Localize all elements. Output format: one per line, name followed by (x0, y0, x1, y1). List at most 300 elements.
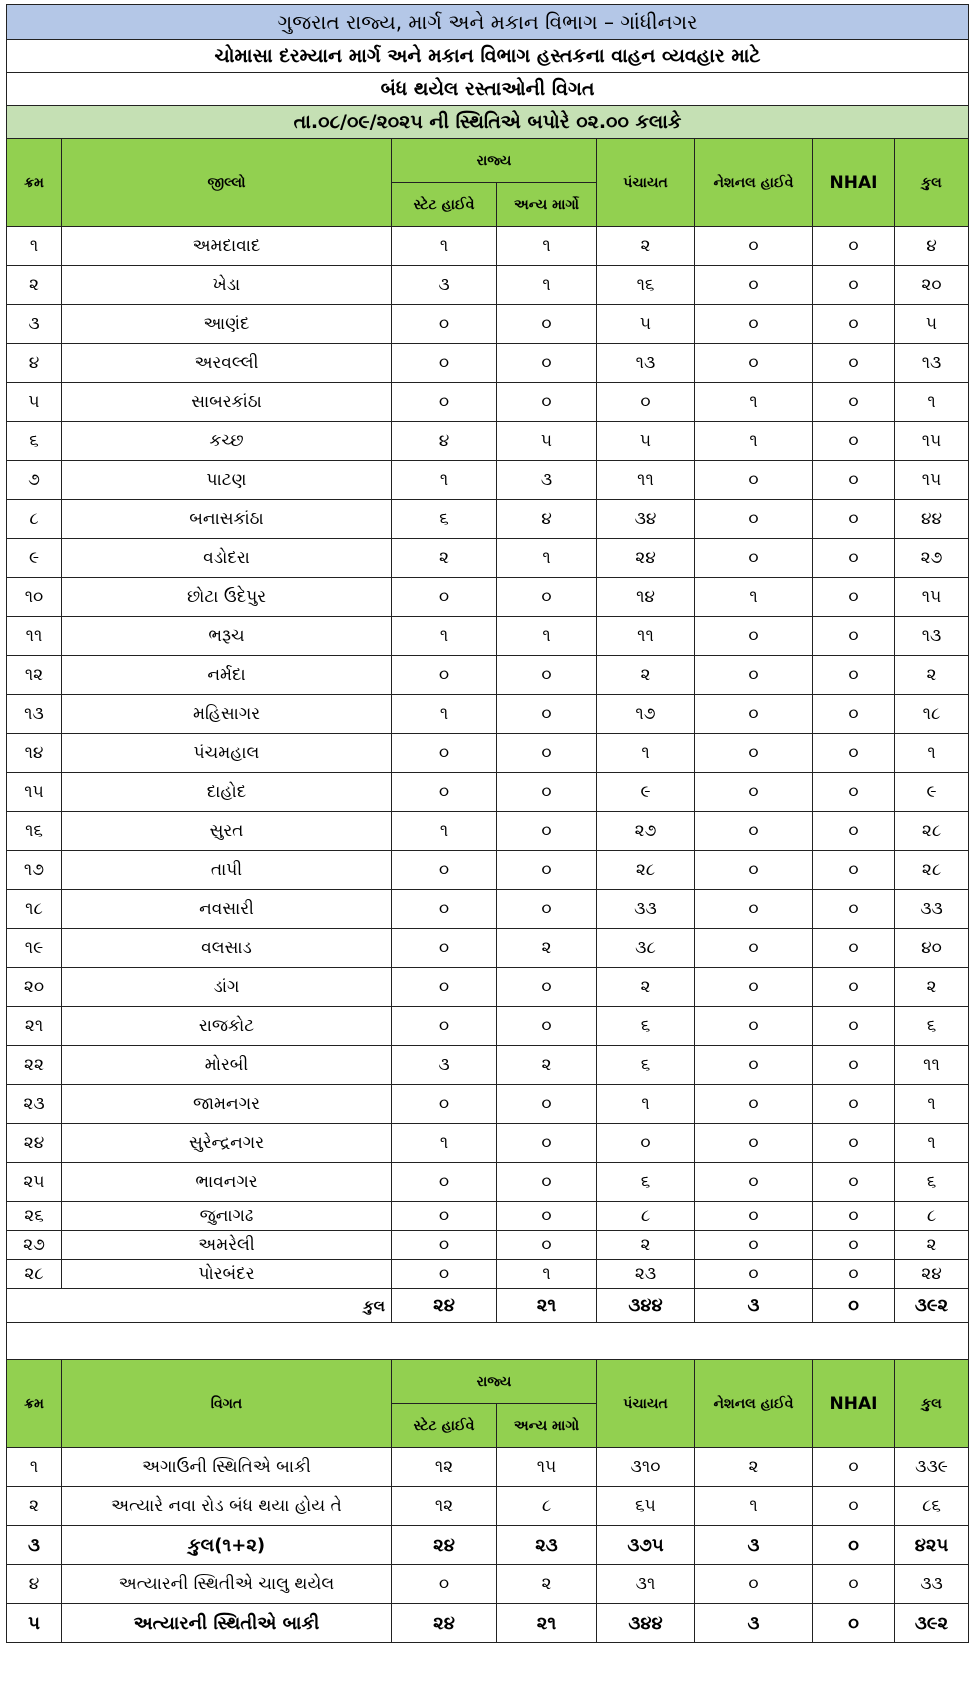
row-value: ૩૩ (895, 890, 969, 929)
row-value: ૦ (695, 773, 813, 812)
row-serial: ૨૫ (7, 1163, 62, 1202)
row-value: ૦ (497, 734, 597, 773)
report-date: તા.૦૮/૦૯/૨૦૨૫ ની સ્થિતિએ બપોરે ૦૨.૦૦ કલાકે (7, 106, 969, 139)
row-serial: ૮ (7, 500, 62, 539)
row-value: ૦ (813, 656, 895, 695)
row-label: દાહોદ (62, 773, 392, 812)
row-serial: ૨ (7, 266, 62, 305)
row-value: ૦ (813, 1604, 895, 1643)
table-row (7, 695, 969, 734)
col-header-total: કુલ (895, 139, 969, 227)
row-value: ૦ (813, 1526, 895, 1565)
row-value: ૦ (695, 1007, 813, 1046)
table-row (7, 227, 969, 266)
col-header-district: જીલ્લો (62, 139, 392, 227)
row-serial: ૧૩ (7, 695, 62, 734)
row-serial: ૨૩ (7, 1085, 62, 1124)
table-row (7, 1163, 969, 1202)
row-value: ૦ (813, 1487, 895, 1526)
row-value: ૬ (392, 500, 497, 539)
row-value: ૦ (813, 1085, 895, 1124)
row-label: ભાવનગર (62, 1163, 392, 1202)
row-serial: ૧૦ (7, 578, 62, 617)
row-value: ૦ (813, 227, 895, 266)
report-container (6, 4, 968, 1643)
row-value: ૧ (392, 812, 497, 851)
row-value: ૦ (392, 851, 497, 890)
row-value: ૪ (392, 422, 497, 461)
row-value: ૦ (392, 1085, 497, 1124)
row-serial: ૨૧ (7, 1007, 62, 1046)
row-value: ૦ (695, 656, 813, 695)
row-value: ૦ (392, 734, 497, 773)
row-value: ૨૮ (597, 851, 695, 890)
row-value: ૩ (392, 266, 497, 305)
row-label: પાટણ (62, 461, 392, 500)
row-value: ૦ (695, 812, 813, 851)
row-value: ૦ (813, 1202, 895, 1231)
row-value: ૧૫ (895, 461, 969, 500)
row-serial: ૨૮ (7, 1260, 62, 1289)
row-serial: ૧૧ (7, 617, 62, 656)
row-value: ૧ (392, 617, 497, 656)
row-value: ૦ (813, 734, 895, 773)
row-value: ૨ (392, 539, 497, 578)
row-value: ૦ (497, 695, 597, 734)
row-value: ૧૬ (597, 266, 695, 305)
table-row (7, 734, 969, 773)
row-value: ૦ (392, 1202, 497, 1231)
row-value: ૦ (597, 383, 695, 422)
table-row (7, 1260, 969, 1289)
row-value: ૧ (695, 422, 813, 461)
row-value: ૦ (695, 734, 813, 773)
row-value: ૧ (497, 539, 597, 578)
row-value: ૩૮ (597, 929, 695, 968)
col-header-nhai: NHAI (813, 1360, 895, 1448)
row-value: ૦ (695, 617, 813, 656)
row-label: સુરત (62, 812, 392, 851)
row-value: ૦ (813, 344, 895, 383)
row-value: ૨૦ (895, 266, 969, 305)
row-serial: ૧૨ (7, 656, 62, 695)
row-label: પોરબંદર (62, 1260, 392, 1289)
table-row (7, 1565, 969, 1604)
section-spacer (7, 1323, 969, 1360)
col-header-national-highway: નેશનલ હાઈવે (695, 139, 813, 227)
row-value: ૧૧ (597, 461, 695, 500)
row-value: ૨૭ (597, 812, 695, 851)
row-value: ૫ (597, 305, 695, 344)
row-value: ૫ (895, 305, 969, 344)
row-value: ૯ (895, 773, 969, 812)
row-value: ૧ (895, 1124, 969, 1163)
row-value: ૧ (895, 1085, 969, 1124)
row-value: ૦ (695, 539, 813, 578)
row-value: ૧૧ (895, 1046, 969, 1085)
row-label: વલસાડ (62, 929, 392, 968)
row-label: અરવલ્લી (62, 344, 392, 383)
row-value: ૨ (597, 1231, 695, 1260)
col-header-other-roads: અન્ય માર્ગો (497, 183, 597, 227)
row-label: ભરૂચ (62, 617, 392, 656)
row-value: ૦ (813, 1448, 895, 1487)
row-value: ૧૭ (597, 695, 695, 734)
total-row (7, 1289, 969, 1323)
row-value: ૦ (497, 968, 597, 1007)
row-value: ૦ (497, 344, 597, 383)
row-serial: ૧૪ (7, 734, 62, 773)
row-value: ૨૪ (392, 1526, 497, 1565)
row-label: અત્યારે નવા રોડ બંધ થયા હોય તે (62, 1487, 392, 1526)
row-value: ૬ (597, 1046, 695, 1085)
row-value: ૦ (813, 500, 895, 539)
col-header-sr: ક્રમ (7, 139, 62, 227)
row-label: આણંદ (62, 305, 392, 344)
row-value: ૨૪ (392, 1604, 497, 1643)
row-value: ૦ (392, 1007, 497, 1046)
row-value: ૧૮ (895, 695, 969, 734)
table-row (7, 617, 969, 656)
row-value: ૦ (813, 617, 895, 656)
row-value: ૬ (597, 1007, 695, 1046)
row-label: અગાઉની સ્થિતિએ બાકી (62, 1448, 392, 1487)
row-value: ૦ (497, 812, 597, 851)
row-value: ૦ (392, 1231, 497, 1260)
row-value: ૧ (497, 1260, 597, 1289)
row-value: ૦ (497, 1163, 597, 1202)
row-value: ૦ (695, 1260, 813, 1289)
col-header-panchayat: પંચાયત (597, 139, 695, 227)
table-row (7, 1526, 969, 1565)
row-value: ૦ (695, 500, 813, 539)
row-value: ૨ (497, 1046, 597, 1085)
row-value: ૧ (695, 383, 813, 422)
row-serial: ૪ (7, 344, 62, 383)
row-value: ૬૫ (597, 1487, 695, 1526)
total-cell: ૨૪ (392, 1289, 497, 1323)
row-value: ૩ (695, 1526, 813, 1565)
row-value: ૩ (695, 1604, 813, 1643)
row-value: ૩૪ (597, 500, 695, 539)
row-value: ૦ (695, 1163, 813, 1202)
row-label: મહિસાગર (62, 695, 392, 734)
row-value: ૬ (895, 1163, 969, 1202)
row-value: ૨ (895, 968, 969, 1007)
row-value: ૦ (392, 656, 497, 695)
row-value: ૦ (695, 227, 813, 266)
row-value: ૬ (597, 1163, 695, 1202)
row-serial: ૭ (7, 461, 62, 500)
row-value: ૧૫ (895, 578, 969, 617)
col-header-state-highway: સ્ટેટ હાઈવે (392, 183, 497, 227)
table-row (7, 773, 969, 812)
row-value: ૦ (497, 1231, 597, 1260)
row-serial: ૨૪ (7, 1124, 62, 1163)
row-label: ડાંગ (62, 968, 392, 1007)
row-value: ૦ (497, 578, 597, 617)
row-value: ૨ (695, 1448, 813, 1487)
row-value: ૬ (895, 1007, 969, 1046)
row-value: ૨૧ (497, 1604, 597, 1643)
col-header-total: કુલ (895, 1360, 969, 1448)
row-value: ૦ (813, 539, 895, 578)
row-value: ૦ (392, 578, 497, 617)
row-value: ૦ (813, 383, 895, 422)
row-value: ૧૫ (895, 422, 969, 461)
row-value: ૦ (497, 1007, 597, 1046)
table-row (7, 266, 969, 305)
row-value: ૯ (597, 773, 695, 812)
table-row (7, 422, 969, 461)
row-value: ૦ (813, 305, 895, 344)
row-serial: ૨ (7, 1487, 62, 1526)
row-value: ૧૪ (597, 578, 695, 617)
table-row (7, 1202, 969, 1231)
row-value: ૦ (813, 812, 895, 851)
row-value: ૦ (497, 1202, 597, 1231)
row-label: બનાસકાંઠા (62, 500, 392, 539)
row-label: છોટા ઉદેપુર (62, 578, 392, 617)
row-serial: ૫ (7, 383, 62, 422)
row-value: ૪ (497, 500, 597, 539)
row-value: ૦ (813, 266, 895, 305)
report-subtitle-line1: ચોમાસા દરમ્યાન માર્ગ અને મકાન વિભાગ હસ્તકના વાહન વ્યવહાર માટે (7, 40, 969, 73)
row-value: ૦ (813, 1046, 895, 1085)
row-value: ૫ (597, 422, 695, 461)
row-value: ૦ (695, 1046, 813, 1085)
row-value: ૩૯૨ (895, 1604, 969, 1643)
table-row (7, 1007, 969, 1046)
row-value: ૦ (497, 890, 597, 929)
row-value: ૧૩ (895, 344, 969, 383)
row-value: ૪૨૫ (895, 1526, 969, 1565)
table-row (7, 1046, 969, 1085)
row-value: ૧ (392, 695, 497, 734)
row-value: ૦ (813, 968, 895, 1007)
row-value: ૦ (813, 890, 895, 929)
row-label: કુલ(૧+૨) (62, 1526, 392, 1565)
row-label: કચ્છ (62, 422, 392, 461)
row-value: ૦ (813, 1124, 895, 1163)
row-value: ૩૩ (895, 1565, 969, 1604)
row-label: ખેડા (62, 266, 392, 305)
row-value: ૨ (597, 968, 695, 1007)
row-value: ૮૬ (895, 1487, 969, 1526)
report-title: ગુજરાત રાજ્ય, માર્ગ અને મકાન વિભાગ – ગાંધીનગર (7, 5, 969, 40)
row-value: ૨ (895, 656, 969, 695)
col-header-detail: વિગત (62, 1360, 392, 1448)
row-value: ૦ (813, 1007, 895, 1046)
row-value: ૧૫ (497, 1448, 597, 1487)
row-value: ૧ (392, 461, 497, 500)
row-value: ૦ (695, 344, 813, 383)
col-header-state-group: રાજ્ય (392, 139, 597, 183)
row-value: ૦ (392, 890, 497, 929)
row-serial: ૨૭ (7, 1231, 62, 1260)
row-value: ૨ (497, 1565, 597, 1604)
row-value: ૦ (695, 851, 813, 890)
table-row (7, 929, 969, 968)
row-value: ૦ (497, 773, 597, 812)
col-header-state-group: રાજ્ય (392, 1360, 597, 1404)
row-value: ૩૧ (597, 1565, 695, 1604)
row-value: ૦ (813, 1163, 895, 1202)
row-value: ૦ (813, 773, 895, 812)
row-label: પંચમહાલ (62, 734, 392, 773)
row-value: ૪૦ (895, 929, 969, 968)
row-value: ૦ (813, 695, 895, 734)
col-header-sr: ક્રમ (7, 1360, 62, 1448)
total-cell: ૦ (813, 1289, 895, 1323)
row-value: ૦ (813, 578, 895, 617)
row-value: ૩૭૫ (597, 1526, 695, 1565)
table-row (7, 344, 969, 383)
row-label: અત્યારની સ્થિતીએ ચાલુ થયેલ (62, 1565, 392, 1604)
col-header-state-highway: સ્ટેટ હાઈવે (392, 1404, 497, 1448)
row-value: ૫ (497, 422, 597, 461)
row-label: અમરેલી (62, 1231, 392, 1260)
row-value: ૧ (695, 578, 813, 617)
total-cell: ૨૧ (497, 1289, 597, 1323)
row-label: નર્મદા (62, 656, 392, 695)
row-value: ૮ (597, 1202, 695, 1231)
row-value: ૦ (392, 929, 497, 968)
row-value: ૧ (695, 1487, 813, 1526)
row-serial: ૬ (7, 422, 62, 461)
row-value: ૦ (813, 851, 895, 890)
row-value: ૨ (597, 227, 695, 266)
row-value: ૦ (497, 305, 597, 344)
table-row (7, 500, 969, 539)
row-label: નવસારી (62, 890, 392, 929)
row-serial: ૧ (7, 227, 62, 266)
row-value: ૨૮ (895, 851, 969, 890)
row-value: ૦ (695, 1565, 813, 1604)
row-value: ૦ (695, 968, 813, 1007)
row-label: સાબરકાંઠા (62, 383, 392, 422)
row-label: વડોદરા (62, 539, 392, 578)
table-row (7, 305, 969, 344)
row-value: ૦ (695, 461, 813, 500)
row-label: રાજકોટ (62, 1007, 392, 1046)
row-value: ૪૪ (895, 500, 969, 539)
table-row (7, 383, 969, 422)
row-value: ૦ (392, 773, 497, 812)
row-value: ૨૪ (895, 1260, 969, 1289)
row-value: ૦ (695, 1124, 813, 1163)
col-header-national-highway: નેશનલ હાઈવે (695, 1360, 813, 1448)
row-value: ૧૧ (597, 617, 695, 656)
row-value: ૦ (813, 1231, 895, 1260)
table-row (7, 1448, 969, 1487)
row-value: ૨ (895, 1231, 969, 1260)
row-value: ૨ (497, 929, 597, 968)
row-value: ૧ (392, 227, 497, 266)
row-value: ૦ (695, 266, 813, 305)
table-row (7, 890, 969, 929)
row-value: ૦ (695, 695, 813, 734)
table-row (7, 1231, 969, 1260)
table-row (7, 1487, 969, 1526)
row-value: ૧ (895, 383, 969, 422)
closed-roads-table (6, 4, 969, 1643)
row-value: ૧ (597, 1085, 695, 1124)
row-value: ૦ (497, 383, 597, 422)
total-cell: ૩ (695, 1289, 813, 1323)
row-serial: ૧ (7, 1448, 62, 1487)
row-value: ૦ (695, 1085, 813, 1124)
row-value: ૨૪ (597, 539, 695, 578)
col-header-other-roads: અન્ય માગો (497, 1404, 597, 1448)
row-value: ૦ (597, 1124, 695, 1163)
row-value: ૨૩ (597, 1260, 695, 1289)
row-value: ૦ (392, 968, 497, 1007)
row-value: ૦ (813, 1565, 895, 1604)
row-value: ૦ (392, 1163, 497, 1202)
row-label: તાપી (62, 851, 392, 890)
row-serial: ૩ (7, 1526, 62, 1565)
row-value: ૧૨ (392, 1487, 497, 1526)
table-row (7, 656, 969, 695)
row-serial: ૧૭ (7, 851, 62, 890)
row-value: ૦ (497, 656, 597, 695)
row-value: ૩ (497, 461, 597, 500)
row-serial: ૧૫ (7, 773, 62, 812)
table-row (7, 812, 969, 851)
row-value: ૦ (695, 305, 813, 344)
row-value: ૦ (497, 1085, 597, 1124)
row-serial: ૯ (7, 539, 62, 578)
row-value: ૦ (695, 1231, 813, 1260)
row-serial: ૨૬ (7, 1202, 62, 1231)
row-label: જામનગર (62, 1085, 392, 1124)
row-value: ૦ (392, 1565, 497, 1604)
total-cell: ૩૪૪ (597, 1289, 695, 1323)
row-value: ૦ (695, 929, 813, 968)
row-value: ૦ (392, 383, 497, 422)
total-cell: ૩૯૨ (895, 1289, 969, 1323)
row-serial: ૧૮ (7, 890, 62, 929)
row-label: અત્યારની સ્થિતીએ બાકી (62, 1604, 392, 1643)
row-label: જુનાગઢ (62, 1202, 392, 1231)
row-value: ૪ (895, 227, 969, 266)
table-row (7, 461, 969, 500)
row-value: ૦ (392, 344, 497, 383)
row-value: ૨૮ (895, 812, 969, 851)
row-value: ૩૧૦ (597, 1448, 695, 1487)
col-header-panchayat: પંચાયત (597, 1360, 695, 1448)
total-label: કુલ (7, 1289, 392, 1323)
row-value: ૦ (392, 1260, 497, 1289)
row-value: ૮ (895, 1202, 969, 1231)
row-value: ૧ (497, 617, 597, 656)
row-value: ૦ (497, 1124, 597, 1163)
row-value: ૨૭ (895, 539, 969, 578)
row-serial: ૧૬ (7, 812, 62, 851)
row-value: ૦ (813, 1260, 895, 1289)
row-value: ૦ (695, 1202, 813, 1231)
row-value: ૧૨ (392, 1448, 497, 1487)
table-row (7, 851, 969, 890)
row-value: ૨૩ (497, 1526, 597, 1565)
report-subtitle-line2: બંધ થયેલ રસ્તાઓની વિગત (7, 73, 969, 106)
row-value: ૧ (597, 734, 695, 773)
row-value: ૧ (497, 266, 597, 305)
row-value: ૩ (392, 1046, 497, 1085)
row-value: ૧૩ (895, 617, 969, 656)
table-row (7, 1124, 969, 1163)
